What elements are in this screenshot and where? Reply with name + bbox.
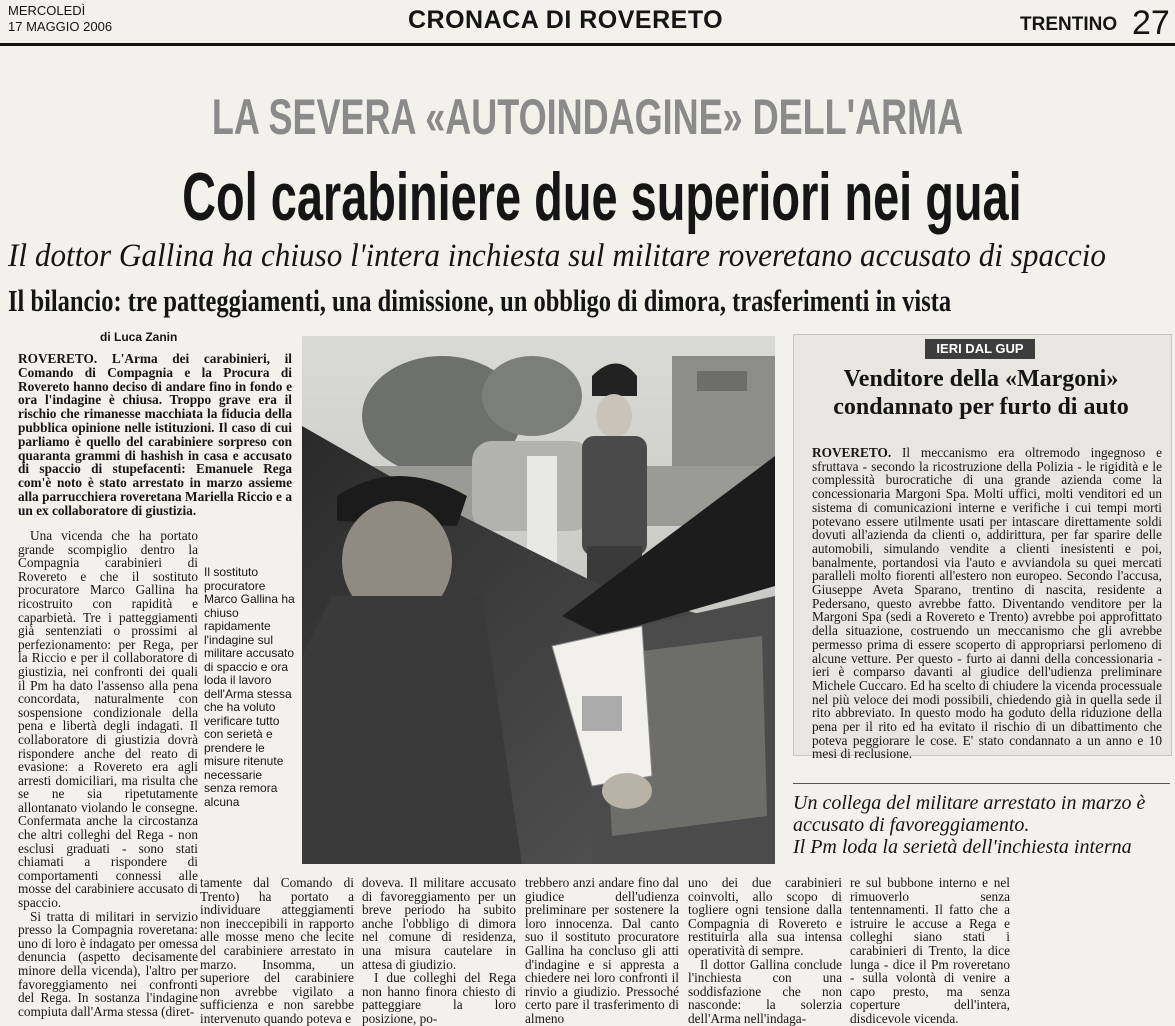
pull-quote-line-1: Un collega del militare arrestato in marzo è accusato di favoreggiamento. xyxy=(793,792,1146,836)
article-column-2 xyxy=(200,876,354,1026)
issue-date xyxy=(8,3,112,35)
sidebar-text xyxy=(812,446,1162,761)
paragraph: trebbero anzi andare fino dal giudice dell'udienza preliminare per sostenere la loro innocenza. Dal canto suo il sostituto procuratore Gallina ha concluso gli atti d'indagine e si appresta a chiedere nei loro confronti il rinvio a giudizio. Pressoché certo pare il trasferimento di almeno xyxy=(525,875,679,1026)
paragraph: doveva. Il militare accusato di favoreggiamento per un breve periodo ha subito anche l'obbligo di dimora nel comune di residenza, una misura cautelare in attesa di giudizio. xyxy=(362,875,516,972)
sidebar-dateline: ROVERETO. xyxy=(812,445,892,460)
lead-paragraph xyxy=(18,352,292,518)
lead-text: L'Arma dei carabinieri, il Comando di Compagnia e la Procura di Rovereto hanno deciso di andare fino in fondo e ora l'indagine è chiusa. Troppo grave era il rischio che rimanesse macchiata la fiducia della pubblica opinione nelle istituzioni. Il caso di cui parliamo è quello del carabiniere sorpreso con quaranta grammi di hashish in casa e accusato di spaccio di stupefacenti: Emanuele Rega com'è noto è stato arrestato in marzo assieme alla parrucchiera roveretana Mariella Riccio e a un ex collaboratore di giustizia. xyxy=(18,351,293,518)
page-number: 27 xyxy=(1132,4,1170,42)
paragraph: I due colleghi del Rega non hanno finora chiesto di patteggiare la loro posizione, po- xyxy=(362,970,516,1026)
paragraph: uno dei due carabinieri coinvolti, allo scopo di togliere ogni tensione dalla Compagnia di Rovereto e restituirla alla sua intensa operatività di sempre. xyxy=(688,875,842,958)
issue-day: MERCOLEDÌ xyxy=(8,3,86,18)
summary-line: Il bilancio: tre patteggiamenti, una dimissione, un obbligo di dimora, trasferimenti in vista xyxy=(8,283,952,318)
headline: Col carabiniere due superiori nei guai xyxy=(182,159,1022,235)
photo-carabiniere-in-car xyxy=(302,336,775,864)
pull-quote xyxy=(793,783,1170,858)
news-photo xyxy=(302,336,775,864)
article-column-1 xyxy=(18,529,198,1018)
article-column-5 xyxy=(688,876,842,1026)
article-column-3 xyxy=(362,876,516,1026)
kicker: LA SEVERA «AUTOINDAGINE» DELL'ARMA xyxy=(211,89,964,145)
newspaper-name: TRENTINO xyxy=(1020,14,1118,35)
pull-quote-line-2: Il Pm loda la serietà dell'inchiesta interna xyxy=(793,836,1132,858)
header-rule xyxy=(0,43,1175,46)
lead-dateline: ROVERETO. xyxy=(18,351,98,366)
paragraph: Una vicenda che ha portato grande scompiglio dentro la Compagnia carabinieri di Rovereto e che il sostituto procuratore Marco Gallina ha ricostruito con rapidità e caparbietà. Tre i patteggiamenti già sentenziati o prossimi al perfezionamento: per Rega, per la Riccio e per il collaboratore di giustizia, nei confronti dei quali il Pm ha dato l'assenso alla pena concordata, naturalmente con sospensione condizionale della pena e libertà degli indagati. Il collaboratore di giustizia dovrà rispondere anche del reato di evasione: a Rovereto era agli arresti domiciliari, ma risulta che se ne sia ripetutamente allontanato violando le consegne. Confermata anche la circostanza che altri colleghi del Rega - non esclusi graduati - sono stati chiamati a rispondere di comportamenti connessi alle mosse del carabiniere accusato di spaccio. xyxy=(18,528,198,911)
paragraph: Il dottor Gallina conclude l'inchiesta con una soddisfazione che non nasconde: la solerzia dell'Arma nell'indaga- xyxy=(688,956,842,1026)
sidebar-title: Venditore della «Margoni» condannato per furto di auto xyxy=(833,366,1129,420)
paragraph: tamente dal Comando di Trento) ha portato a individuare atteggiamenti non ineccepibili in rapporto alle mosse meno che lecite del carabiniere arrestato in marzo. Insomma, un superiore del carabiniere non avrebbe vigilato a sufficienza e non sarebbe intervenuto quando poteva e xyxy=(200,875,354,1026)
section-title: CRONACA DI ROVERETO xyxy=(408,6,724,34)
byline: di Luca Zanin xyxy=(100,330,178,344)
subheadline: Il dottor Gallina ha chiuso l'intera inchiesta sul militare roveretano accusato di spaccio xyxy=(8,238,1107,274)
photo-caption: Il sostituto procuratore Marco Gallina ha chiuso rapidamente l'indagine sul militare accusato di spaccio e ora loda il lavoro dell'Arma stessa che ha voluto verificare tutto con serietà e prendere le misure ritenute necessarie senza remora alcuna xyxy=(204,565,295,809)
paragraph: re sul bubbone interno e nel rimuoverlo senza tentennamenti. Il fatto che a istruire le accuse a Rega e colleghi siano stati i carabinieri di Trento, la dice lunga - dice il Pm roveretano - sulla volontà di venire a capo presto, ma senza coperture dell'intera, disdicevole vicenda. xyxy=(850,875,1010,1026)
issue-date-text: 17 MAGGIO 2006 xyxy=(8,19,113,34)
article-column-6 xyxy=(850,876,1010,1026)
sidebar-body: Il meccanismo era oltremodo ingegnoso e sfruttava - secondo la ricostruzione della Polizia - le rigidità e le complessità burocratiche di una grande azienda come la concessionaria Margoni Spa. Molti uffici, molti venditori ed un sistema di comunicazioni interne e verifiche i cui tempi morti potevano essere utilmente usati per intascare direttamente soldi dovuti all'azienda da clienti o, addirittura, per far sparire delle automobili, simulando vendite a clienti inesistenti e poi, banalmente, portandosi via l'auto e avviandola su quei mercati paralleli molto fiorenti all'estero non europeo. Secondo l'accusa, Giuseppe Aveta Sparano, trentino di nascita, residente a Pedersano, questo avrebbe fatto. Diventando venditore per la Margoni Spa (sedi a Rovereto e Trento) avrebbe poi approfittato della situazione, costruendo un meccanismo che gli avrebbe permesso prima di essere scoperto di appropriarsi perlomeno di alcune vetture. Per questo - furto ai danni della concessionaria - ieri è comparso davanti al giudice dell'udienza preliminare Michele Cuccaro. Ed ha scelto di chiudere la vicenda processuale nel più veloce dei modi possibili, chiedendo già in quella sede il rito abbreviato. In questo modo ha goduto della riduzione della pena per il rito ed ha evitato il rischio di un dibattimento che poteva peggiorare le cose. E' stato condannato a un anno e 10 mesi di reclusione. xyxy=(812,445,1162,762)
pull-quote-rule xyxy=(793,783,1170,784)
sidebar-badge: IERI DAL GUP xyxy=(925,339,1035,359)
paragraph: Si tratta di militari in servizio presso la Compagnia roveretana: uno di loro è indagato per omessa denuncia (aspetto decisamente minore della vicenda), l'altro per favoreggiamento nei confronti del Rega. In sostanza l'indagine compiuta dall'Arma stessa (diret- xyxy=(18,908,198,1019)
article-column-4 xyxy=(525,876,679,1026)
